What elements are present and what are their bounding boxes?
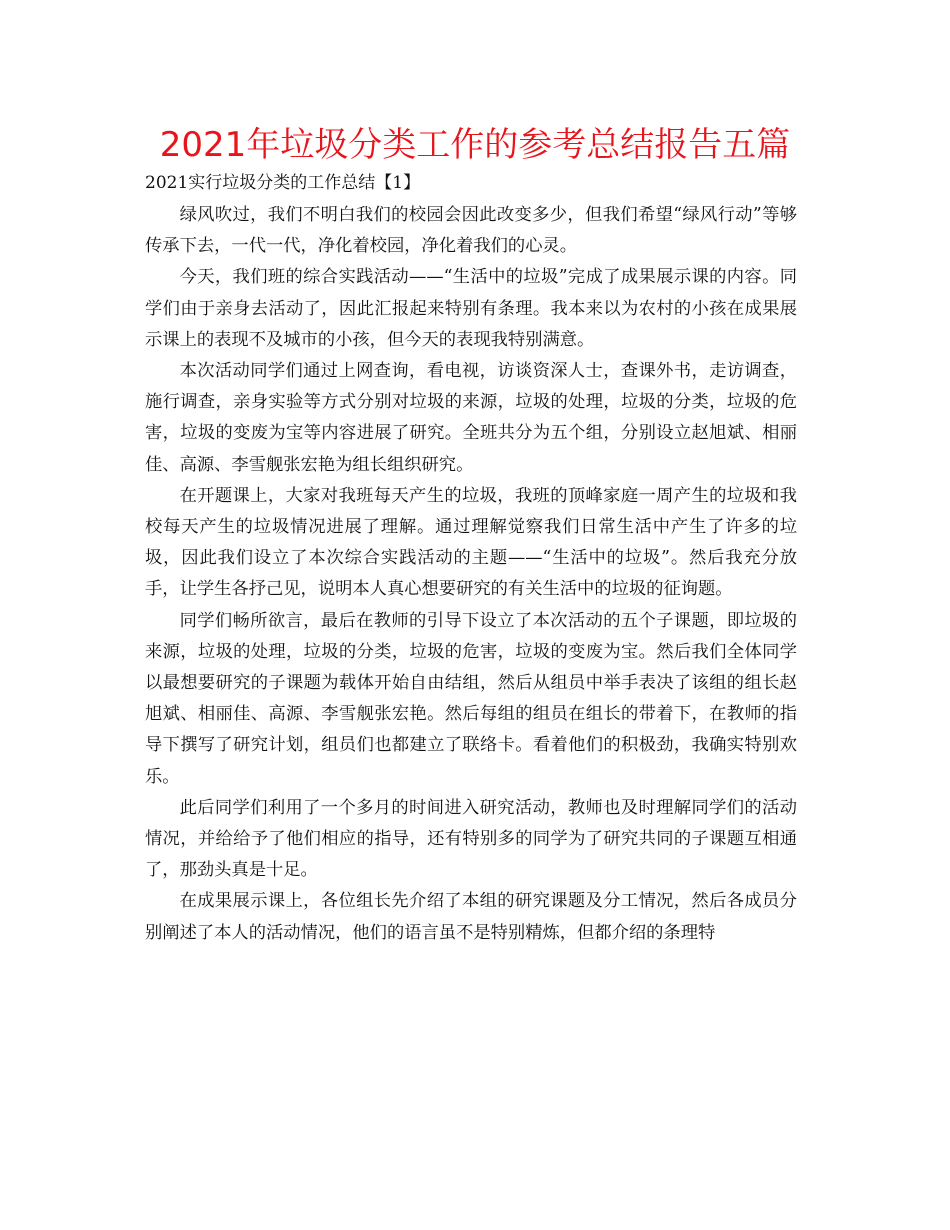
paragraph: 同学们畅所欲言，最后在教师的引导下设立了本次活动的五个子课题，即垃圾的来源，垃圾的处理，垃圾的分类，垃圾的危害，垃圾的变废为宝。然后我们全体同学以最想要研究的子课题为载体开始自由结组，然后从组员中举手表决了该组的组长赵旭斌、相丽佳、高源、李雪舰张宏艳。然后每组的组员在组长的带着下，在教师的指导下撰写了研究计划，组员们也都建立了联络卡。看着他们的积极劲，我确实特别欢乐。 [145, 610, 797, 787]
section-heading: 2021实行垃圾分类的工作总结【1】 [145, 173, 421, 193]
document-body [145, 200, 797, 949]
document-title: 2021年垃圾分类工作的参考总结报告五篇 [159, 125, 791, 165]
paragraph: 在成果展示课上，各位组长先介绍了本组的研究课题及分工情况，然后各成员分别阐述了本人的活动情况，他们的语言虽不是特别精炼，但都介绍的条理特 [145, 891, 797, 943]
paragraph: 此后同学们利用了一个多月的时间进入研究活动，教师也及时理解同学们的活动情况，并给给予了他们相应的指导，还有特别多的同学为了研究共同的子课题互相通了，那劲头真是十足。 [145, 797, 797, 881]
paragraph: 今天，我们班的综合实践活动——“生活中的垃圾”完成了成果展示课的内容。同学们由于亲身去活动了，因此汇报起来特别有条理。我本来以为农村的小孩在成果展示课上的表现不及城市的小孩，但今天的表现我特别满意。 [145, 267, 797, 350]
paragraph: 本次活动同学们通过上网查询，看电视，访谈资深人士，查课外书，走访调查，施行调查，亲身实验等方式分别对垃圾的来源，垃圾的处理，垃圾的分类，垃圾的危害，垃圾的变废为宝等内容进展了研究。全班共分为五个组，分别设立赵旭斌、相丽佳、高源、李雪舰张宏艳为组长组织研究。 [145, 361, 797, 475]
paragraph: 绿风吹过，我们不明白我们的校园会因此改变多少，但我们希望“绿风行动”等够传承下去，一代一代，净化着校园，净化着我们的心灵。 [145, 205, 797, 257]
paragraph: 在开题课上，大家对我班每天产生的垃圾，我班的顶峰家庭一周产生的垃圾和我校每天产生的垃圾情况进展了理解。通过理解觉察我们日常生活中产生了许多的垃圾，因此我们设立了本次综合实践活动的主题——“生活中的垃圾”。然后我充分放手，让学生各抒己见，说明本人真心想要研究的有关生活中的垃圾的征询题。 [145, 485, 797, 600]
